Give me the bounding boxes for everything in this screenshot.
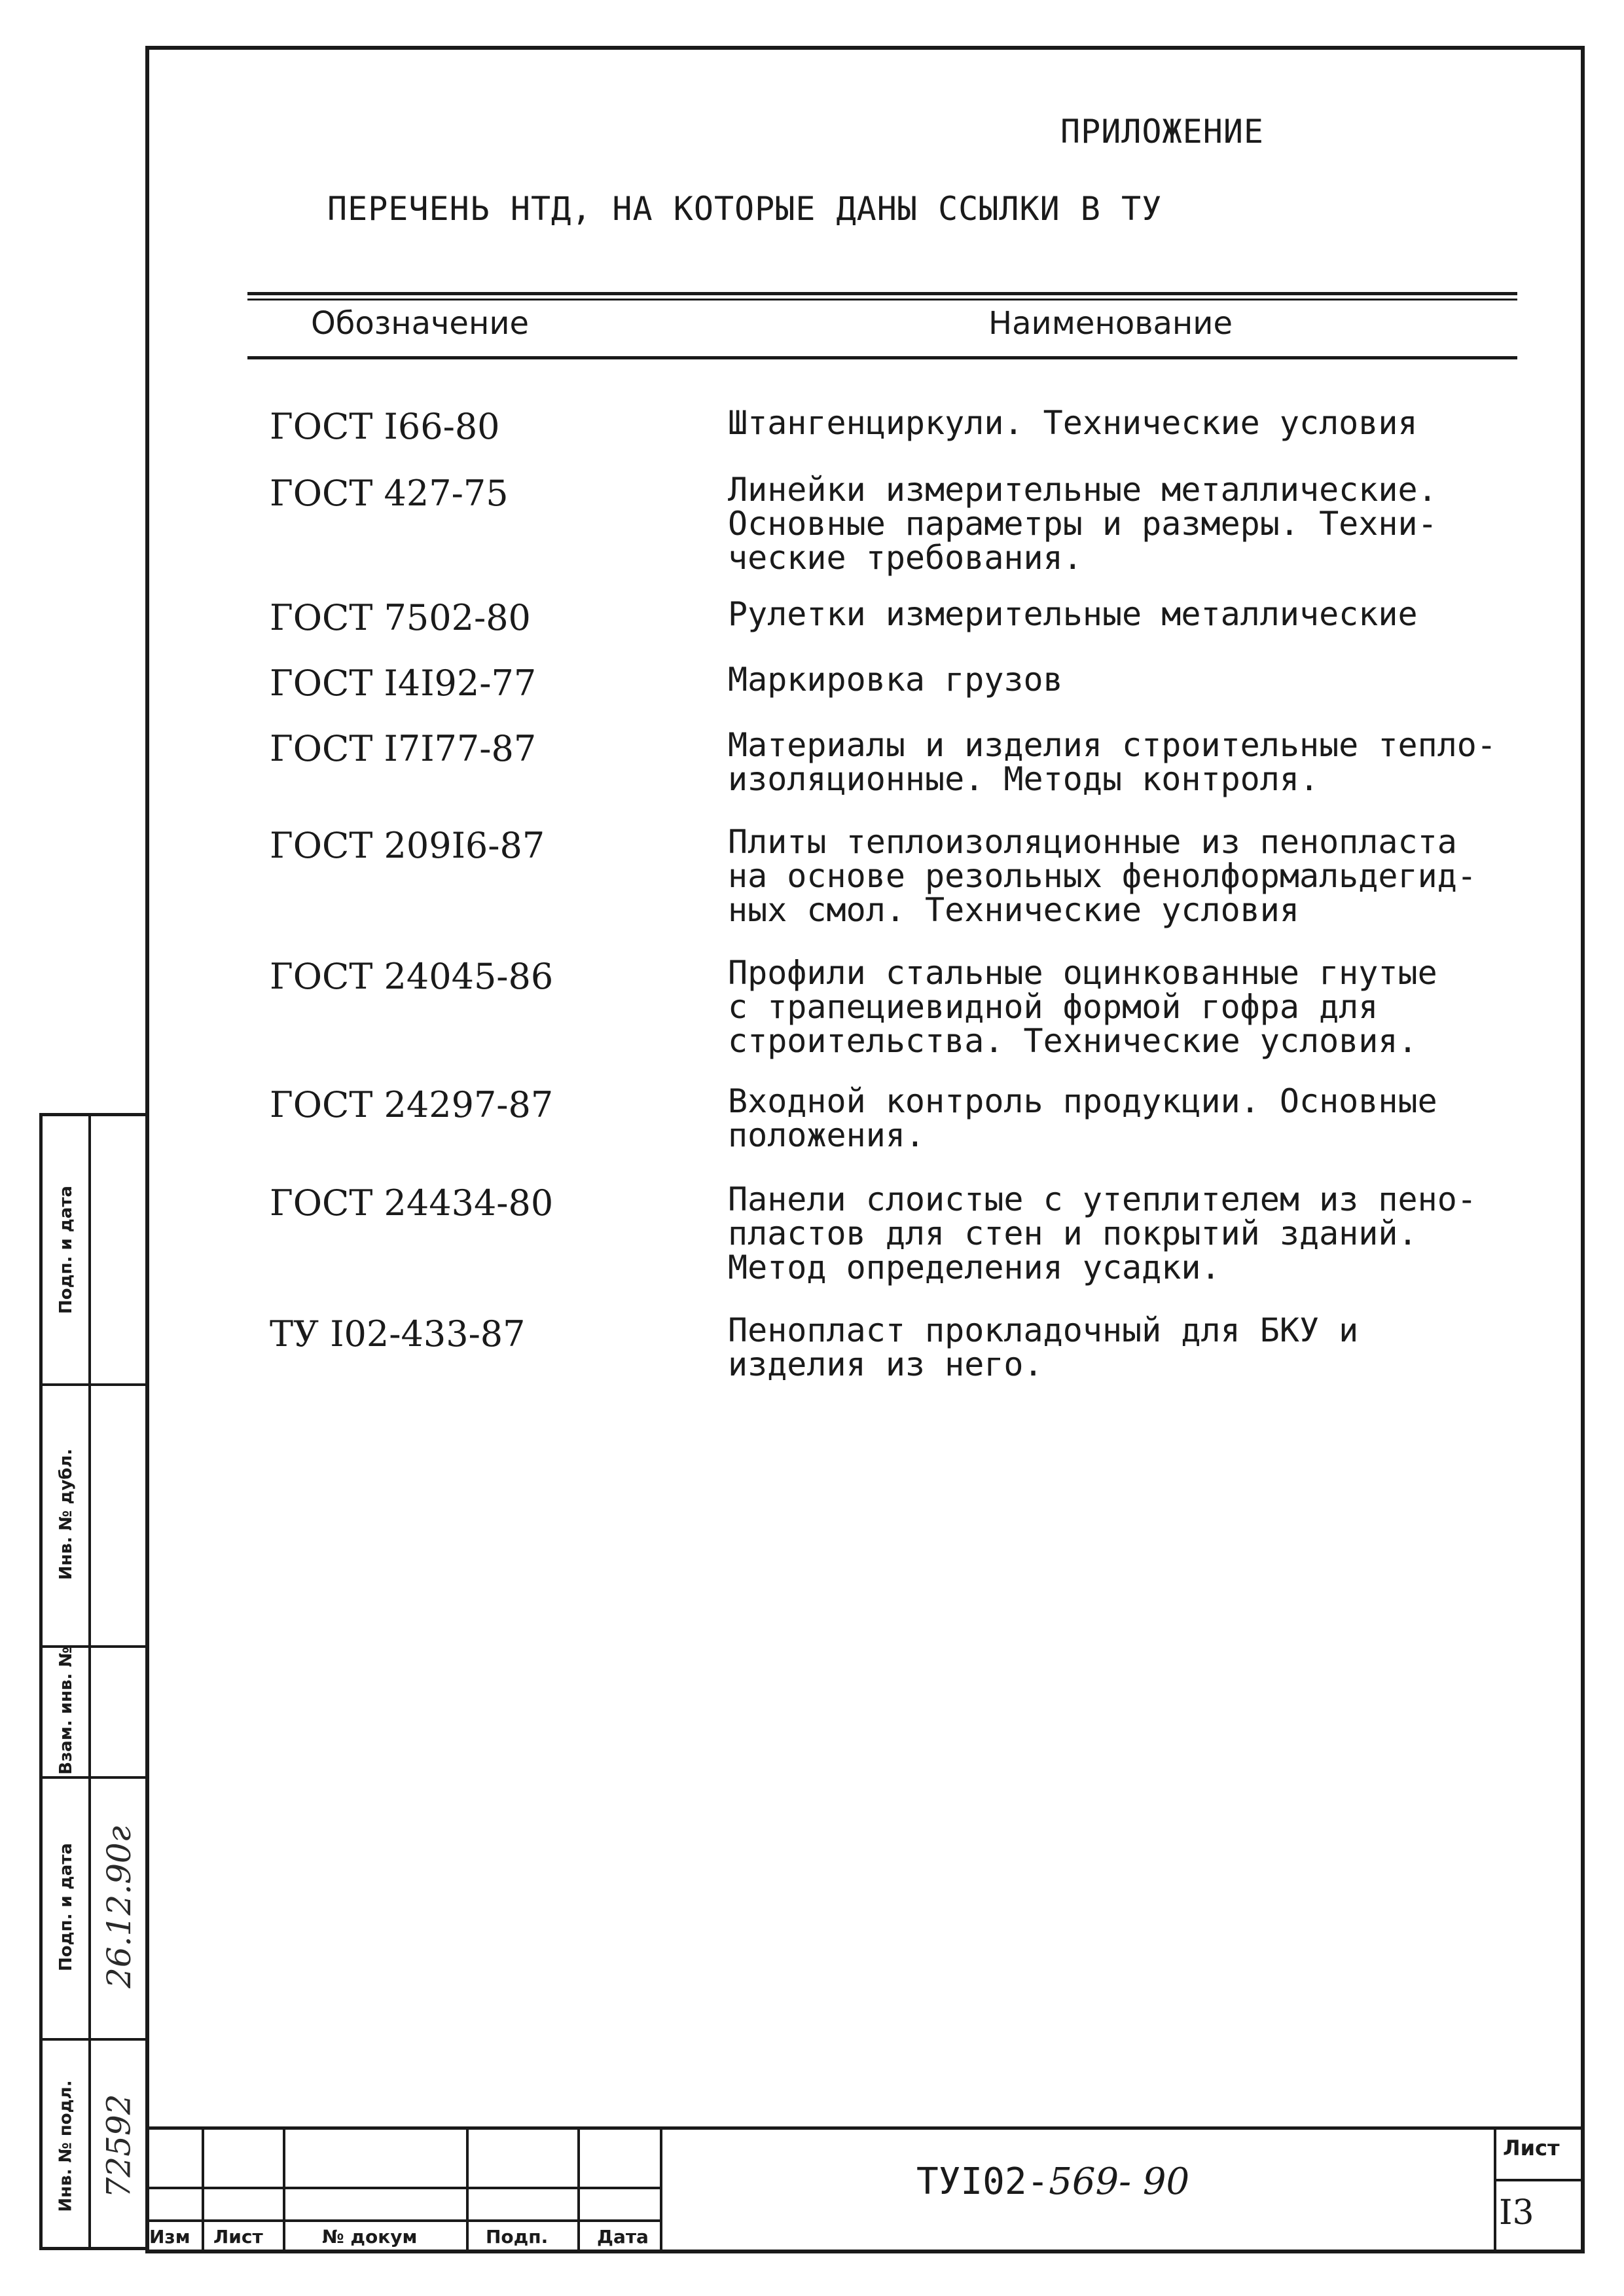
title-col-doc: № докум: [322, 2226, 418, 2248]
row-name: Материалы и изделия строительные тепло- изоляционные. Методы контроля.: [728, 726, 1496, 798]
row-code: ГОСТ 7502-80: [270, 597, 531, 638]
stamp-label-podp-data-2: Подп. и дата: [56, 1843, 77, 1971]
row-name: Профили стальные оцинкованные гнутые с трапециевидной формой гофра для строительства. Технические условия.: [728, 954, 1437, 1060]
list-title: ПЕРЕЧЕНЬ НТД, НА КОТОРЫЕ ДАНЫ ССЫЛКИ В ТУ: [327, 190, 1163, 228]
row-code: ГОСТ I4I92-77: [270, 663, 537, 704]
appendix-label: ПРИЛОЖЕНИЕ: [1060, 113, 1265, 151]
row-code: ГОСТ 427-75: [270, 473, 509, 514]
row-code: ГОСТ 209I6-87: [270, 825, 545, 866]
table-top-rule-2: [247, 299, 1517, 301]
handwritten-date: 26.12.90г: [100, 1826, 138, 1988]
title-col-izm: Изм: [149, 2226, 190, 2248]
row-name: Рулетки измерительные металлические: [728, 595, 1418, 633]
table-header-rule: [247, 356, 1517, 359]
row-name: Пенопласт прокладочный для БКУ и изделия из него.: [728, 1311, 1359, 1383]
row-code: ТУ I02-433-87: [270, 1313, 526, 1355]
stamp-label-inv-dubl: Инв. № дубл.: [56, 1448, 76, 1580]
row-name: Маркировка грузов: [728, 661, 1063, 699]
row-name: Входной контроль продукции. Основные положения.: [728, 1082, 1437, 1154]
row-name: Линейки измерительные металлические. Основные параметры и размеры. Техни- ческие требования.: [728, 471, 1437, 577]
title-block: [145, 2126, 1585, 2253]
title-col-data: Дата: [597, 2226, 649, 2248]
table-top-rule: [247, 292, 1517, 295]
row-code: ГОСТ 24045-86: [270, 956, 554, 997]
title-col-podp: Подп.: [486, 2226, 549, 2248]
row-code: ГОСТ 24434-80: [270, 1182, 554, 1224]
row-name: Штангенциркули. Технические условия: [728, 404, 1418, 442]
column-header-name: Наименование: [988, 305, 1233, 342]
stamp-label-inv-podl: Инв. № подл.: [56, 2079, 76, 2212]
stamp-label-vzam-inv: Взам. инв. №: [56, 1647, 76, 1775]
row-code: ГОСТ 24297-87: [270, 1084, 554, 1125]
column-header-designation: Обозначение: [311, 305, 530, 342]
row-name: Панели слоистые с утеплителем из пено- пластов для стен и покрытий зданий. Метод определения усадки.: [728, 1180, 1477, 1286]
row-code: ГОСТ I7I77-87: [270, 728, 537, 769]
stamp-label-podp-data: Подп. и дата: [56, 1186, 77, 1314]
row-name: Плиты теплоизоляционные из пенопласта на основе резольных фенолформальдегид- ных смол. Технические условия: [728, 823, 1477, 929]
sheet-number: I3: [1499, 2193, 1534, 2232]
handwritten-inventory-number: 72592: [100, 2093, 138, 2198]
row-code: ГОСТ I66-80: [270, 406, 500, 447]
title-col-list: Лист: [213, 2226, 263, 2248]
sheet-label: Лист: [1503, 2136, 1560, 2160]
document-number: ТУI02-569- 90: [916, 2160, 1190, 2203]
side-stamp: [39, 1113, 145, 2250]
